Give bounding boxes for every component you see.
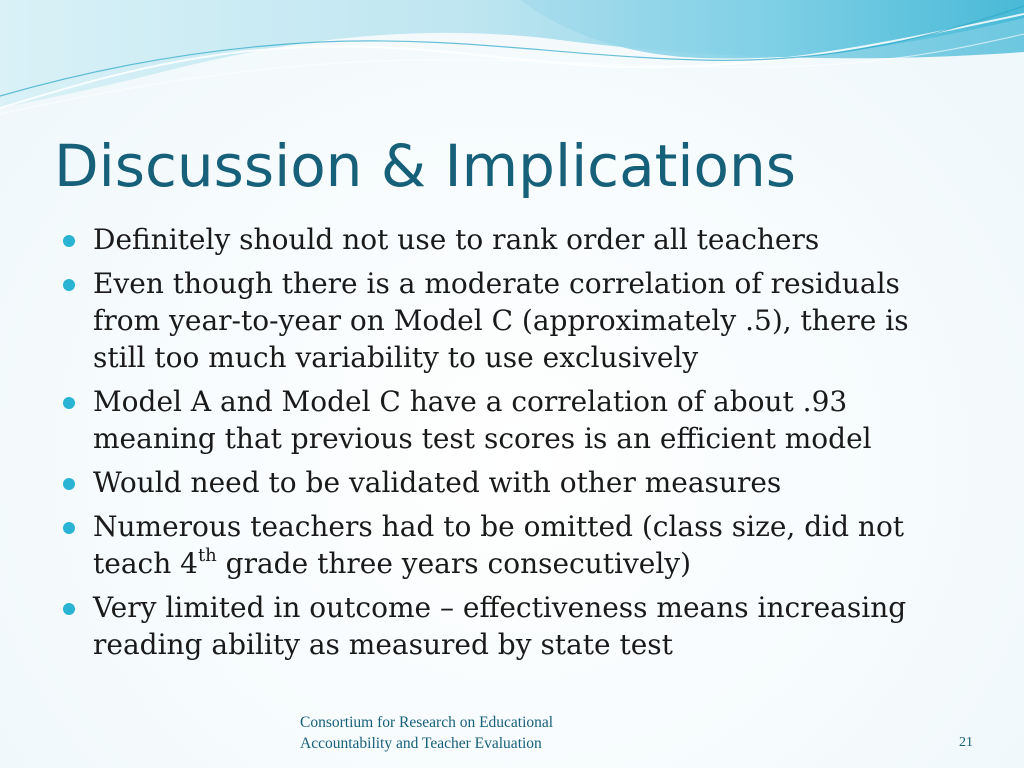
bullet-text-line: Numerous teachers had to be omitted (class size, did not xyxy=(93,510,905,543)
bullet-text-line: reading ability as measured by state test xyxy=(93,628,673,661)
bullet-dot-icon xyxy=(63,235,75,247)
bullet-item-omitted-teachers xyxy=(62,508,962,582)
bullet-item-model-correlation xyxy=(62,383,962,457)
page-number: 21 xyxy=(959,735,973,750)
footer-organization xyxy=(300,712,553,754)
bullet-text-line: Very limited in outcome – effectiveness means increasing xyxy=(93,591,907,624)
bullet-dot-icon xyxy=(63,279,75,291)
bullet-list xyxy=(62,221,962,670)
footer-line: Consortium for Research on Educational xyxy=(300,714,554,731)
bullet-dot-icon xyxy=(63,522,75,534)
bullet-text-line: meaning that previous test scores is an efficient model xyxy=(93,422,872,455)
bullet-text-line: Model A and Model C have a correlation of about .93 xyxy=(93,385,848,418)
slide-title: Discussion & Implications xyxy=(54,132,796,200)
bullet-text-line: Definitely should not use to rank order all teachers xyxy=(93,223,820,256)
bullet-dot-icon xyxy=(63,603,75,615)
bullet-text-line: Even though there is a moderate correlation of residuals xyxy=(93,267,900,300)
bullet-dot-icon xyxy=(63,478,75,490)
bullet-text-line: teach 4 xyxy=(93,547,198,580)
bullet-item-limited-outcome xyxy=(62,589,962,663)
footer-line: Accountability and Teacher Evaluation xyxy=(300,735,542,752)
header-wave-decoration xyxy=(0,0,1024,120)
bullet-item-residual-correlation xyxy=(62,265,962,376)
ordinal-superscript: th xyxy=(197,545,217,566)
bullet-item-validation xyxy=(62,464,962,501)
bullet-text-line: grade three years consecutively) xyxy=(216,547,692,580)
bullet-item-rank-order xyxy=(62,221,962,258)
bullet-text-line: from year-to-year on Model C (approximately .5), there is xyxy=(93,304,909,337)
bullet-dot-icon xyxy=(63,397,75,409)
bullet-text-line: Would need to be validated with other measures xyxy=(93,466,782,499)
bullet-text-line: still too much variability to use exclusively xyxy=(93,341,699,374)
